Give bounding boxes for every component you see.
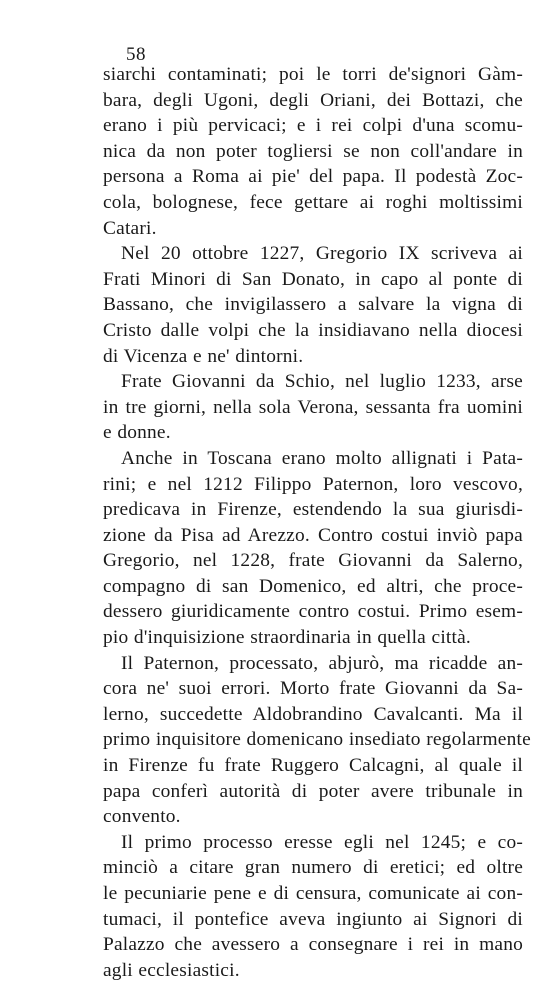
- text-line: Cristo dalle volpi che la insidiavano nella diocesi: [103, 319, 523, 341]
- text-line: Gregorio, nel 1228, frate Giovanni da Salerno,: [103, 550, 523, 572]
- text-line: dessero giuridicamente contro costui. Primo esem-: [103, 601, 523, 623]
- text-line: le pecuniarie pene e di censura, comunicate ai con-: [103, 883, 523, 904]
- body-text: [103, 62, 531, 983]
- paragraph: [103, 651, 531, 830]
- text-line: erano i più pervicaci; e i rei colpi d'una scomu-: [103, 115, 523, 137]
- paragraph: [103, 830, 523, 983]
- text-line: pio d'inquisizione straordinaria in quella città.: [103, 627, 471, 649]
- paragraph: [103, 62, 523, 241]
- text-line: bara, degli Ugoni, degli Oriani, dei Bottazi, che: [103, 89, 523, 111]
- text-line: Il Paternon, processato, abjurò, ma ricadde an-: [121, 652, 523, 674]
- text-line: Bassano, che invigilassero a salvare la vigna di: [103, 294, 523, 316]
- text-line: compagno di san Domenico, ed altri, che proce-: [103, 575, 523, 597]
- text-line: Catari.: [103, 217, 157, 239]
- text-line: e donne.: [103, 422, 171, 444]
- text-line: in tre giorni, nella sola Verona, sessanta fra uomini: [103, 396, 523, 418]
- text-line: rini; e nel 1212 Filippo Paternon, loro vescovo,: [103, 473, 523, 495]
- text-line: lerno, succedette Aldobrandino Cavalcanti. Ma il: [103, 703, 523, 725]
- paragraph: [103, 446, 523, 651]
- text-line: di Vicenza e ne' dintorni.: [103, 345, 304, 367]
- text-line: in Firenze fu frate Ruggero Calcagni, al quale il: [103, 755, 523, 777]
- text-line: Palazzo che avessero a consegnare i rei in mano: [103, 934, 523, 956]
- text-line: agli ecclesiastici.: [103, 959, 240, 981]
- text-line: tumaci, il pontefice aveva ingiunto ai Signori di: [103, 908, 523, 930]
- text-line: persona a Roma ai pie' del papa. Il podestà Zoc-: [103, 166, 523, 188]
- text-line: Frati Minori di San Donato, in capo al ponte di: [103, 268, 523, 290]
- page-number: 58: [126, 44, 146, 65]
- text-line: cora ne' suoi errori. Morto frate Giovanni da Sa-: [103, 678, 523, 700]
- text-line: predicava in Firenze, estendendo la sua giurisdi-: [103, 499, 523, 521]
- paragraph: [103, 369, 523, 446]
- text-line: zione da Pisa ad Arezzo. Contro costui inviò papa: [103, 524, 523, 546]
- text-line: Frate Giovanni da Schio, nel luglio 1233, arse: [121, 371, 523, 393]
- text-line: Nel 20 ottobre 1227, Gregorio IX scriveva ai: [121, 243, 523, 265]
- text-line: Anche in Toscana erano molto allignati i Pata-: [121, 447, 523, 469]
- paragraph: [103, 241, 523, 369]
- text-line: papa conferì autorità di poter avere tribunale in: [103, 780, 523, 802]
- text-line: siarchi contaminati; poi le torri de'signori Gàm-: [103, 64, 523, 85]
- text-line: primo inquisitore domenicano insediato regolarmente: [103, 729, 531, 751]
- text-line: cola, bolognese, fece gettare ai roghi moltissimi: [103, 191, 523, 213]
- text-line: Il primo processo eresse egli nel 1245; e co-: [121, 831, 523, 853]
- text-line: minciò a citare gran numero di eretici; ed oltre: [103, 857, 523, 879]
- text-line: nica da non poter togliersi se non coll'andare in: [103, 140, 523, 162]
- text-line: convento.: [103, 806, 181, 828]
